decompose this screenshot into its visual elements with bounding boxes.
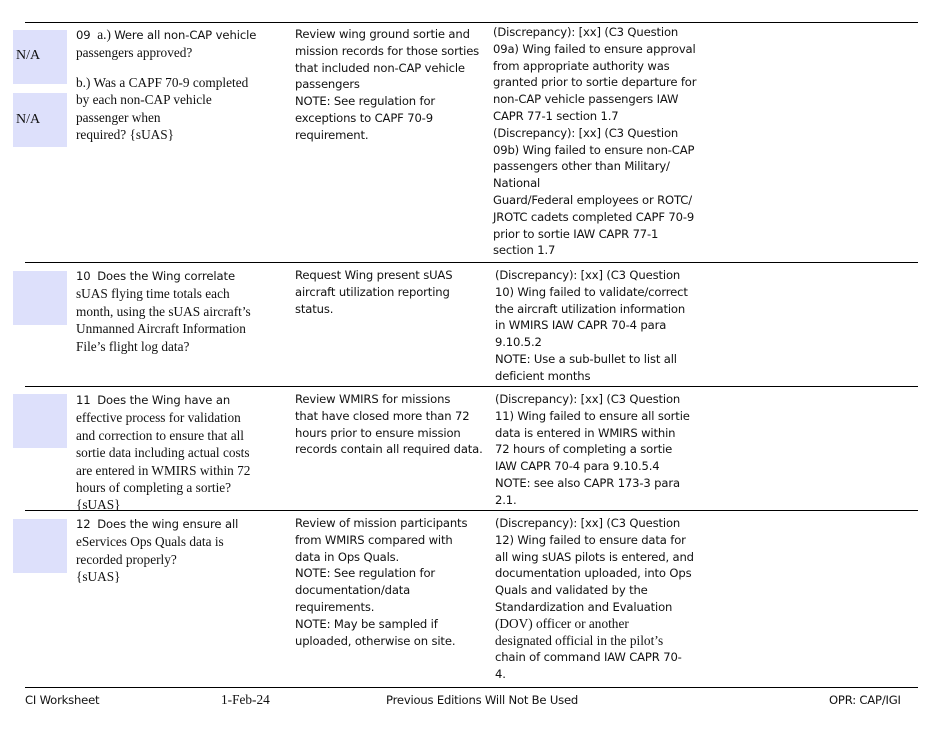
discrepancy-line: 72 hours of completing a sortie — [495, 442, 673, 457]
question-text: eServices Ops Quals data is — [76, 534, 224, 550]
discrepancy-11 — [495, 391, 717, 509]
discrepancy-line: chain of command IAW CAPR 70- — [495, 650, 682, 665]
guidance-line: passengers — [295, 77, 360, 92]
guidance-line: that have closed more than 72 — [295, 408, 470, 423]
row-divider-top — [25, 22, 918, 23]
question-text: by each non-CAP vehicle — [76, 92, 212, 108]
status-box-09b[interactable] — [13, 93, 67, 147]
discrepancy-line: Quals and validated by the — [495, 583, 648, 598]
guidance-line: NOTE: See regulation for — [295, 566, 436, 581]
discrepancy-line: (DOV) officer or another — [495, 615, 629, 631]
guidance-line: data in Ops Quals. — [295, 549, 400, 564]
question-text: {sUAS} — [76, 497, 121, 513]
footer-opr: OPR: CAP/IGI — [829, 693, 901, 707]
question-text: passenger when — [76, 109, 161, 125]
guidance-09 — [295, 26, 491, 144]
question-number: 09 — [76, 28, 91, 42]
discrepancy-line: the aircraft utilization information — [495, 301, 686, 316]
discrepancy-line: 10) Wing failed to validate/correct — [495, 284, 688, 299]
question-text: Does the Wing have an — [97, 393, 231, 407]
discrepancy-line: 11) Wing failed to ensure all sortie — [495, 408, 690, 423]
footer-date: 1-Feb-24 — [221, 692, 270, 707]
question-text: and correction to ensure that all — [76, 427, 244, 443]
guidance-line: documentation/data requirements. — [295, 583, 411, 614]
discrepancy-09 — [493, 24, 715, 259]
question-text: sUAS flying time totals each — [76, 286, 230, 302]
question-text: {sUAS} — [76, 569, 121, 585]
question-text: Does the wing ensure all — [97, 517, 239, 531]
discrepancy-line: 12) Wing failed to ensure data for — [495, 532, 686, 547]
row-divider — [25, 386, 918, 387]
discrepancy-line: passengers other than Military/ — [493, 159, 670, 174]
question-part-label: a.) — [97, 27, 111, 42]
question-text: Unmanned Aircraft Information — [76, 321, 246, 337]
guidance-line: from WMIRS compared with — [295, 532, 453, 547]
discrepancy-line: granted prior to sortie departure for — [493, 75, 697, 90]
guidance-line: mission records for those sorties — [295, 43, 480, 58]
discrepancy-line: CAPR 77-1 section 1.7 — [493, 108, 619, 123]
discrepancy-line: all wing sUAS pilots is entered, and — [495, 549, 694, 564]
status-value: N/A — [16, 48, 41, 63]
discrepancy-line: IAW CAPR 70-4 para 9.10.5.4 — [495, 459, 660, 474]
guidance-line: Review wing ground sortie and — [295, 27, 470, 41]
discrepancy-line: (Discrepancy): [xx] (C3 Question — [495, 516, 681, 530]
question-text: sortie data including actual costs — [76, 445, 250, 461]
question-12 — [76, 515, 281, 586]
guidance-line: Request Wing present sUAS — [295, 268, 453, 282]
question-text: are entered in WMIRS within 72 — [76, 462, 251, 478]
discrepancy-line: NOTE: Use a sub-bullet to list all — [495, 351, 677, 366]
discrepancy-line: from appropriate authority was — [493, 58, 670, 73]
guidance-line: status. — [295, 301, 334, 316]
row-divider — [25, 262, 918, 263]
guidance-10 — [295, 267, 491, 317]
discrepancy-10 — [495, 267, 717, 385]
guidance-line: hours prior to ensure mission — [295, 425, 461, 440]
discrepancy-line: 2.1. — [495, 492, 517, 507]
question-text: Does the Wing correlate — [97, 269, 236, 283]
guidance-line: requirement. — [295, 127, 369, 142]
question-text: month, using the sUAS aircraft’s — [76, 303, 251, 319]
question-number: 11 — [76, 393, 91, 407]
guidance-line: Review WMIRS for missions — [295, 392, 451, 406]
question-text: recorded properly? — [76, 551, 177, 567]
question-11 — [76, 391, 281, 514]
question-09 — [76, 26, 281, 143]
discrepancy-line: Standardization and Evaluation — [495, 599, 673, 614]
discrepancy-line: 9.10.5.2 — [495, 335, 542, 350]
guidance-line: aircraft utilization reporting — [295, 284, 450, 299]
discrepancy-line: (Discrepancy): [xx] (C3 Question — [493, 25, 679, 39]
discrepancy-line: section 1.7 — [493, 243, 556, 258]
question-text: b.) Was a CAPF 70-9 completed — [76, 74, 249, 90]
status-box-12[interactable] — [13, 519, 67, 573]
discrepancy-line: National — [493, 176, 541, 191]
guidance-line: NOTE: See regulation for — [295, 94, 436, 109]
discrepancy-line: deficient months — [495, 368, 591, 383]
footer-editions-notice: Previous Editions Will Not Be Used — [386, 693, 579, 707]
discrepancy-line: prior to sortie IAW CAPR 77-1 — [493, 226, 659, 241]
discrepancy-line: non-CAP vehicle passengers IAW — [493, 92, 679, 107]
discrepancy-line: (Discrepancy): [xx] (C3 Question — [495, 392, 681, 406]
status-box-10[interactable] — [13, 271, 67, 325]
discrepancy-line: (Discrepancy): [xx] (C3 Question — [493, 125, 679, 140]
question-number: 10 — [76, 269, 91, 283]
row-divider-bottom — [25, 687, 918, 688]
question-text: hours of completing a sortie? — [76, 480, 232, 496]
status-box-11[interactable] — [13, 394, 67, 448]
discrepancy-line: 4. — [495, 667, 506, 682]
discrepancy-line: 09b) Wing failed to ensure non-CAP — [493, 142, 695, 157]
guidance-line: Review of mission participants — [295, 516, 468, 530]
discrepancy-line: Guard/Federal employees or ROTC/ — [493, 192, 692, 207]
question-text: File’s flight log data? — [76, 338, 190, 354]
guidance-line: uploaded, otherwise on site. — [295, 633, 456, 648]
question-10 — [76, 267, 281, 355]
guidance-line: that included non-CAP vehicle — [295, 60, 465, 75]
discrepancy-line: data is entered in WMIRS within — [495, 425, 676, 440]
discrepancy-line: JROTC cadets completed CAPF 70-9 — [493, 209, 695, 224]
guidance-line: records contain all required data. — [295, 442, 483, 457]
discrepancy-line: NOTE: see also CAPR 173-3 para — [495, 475, 680, 490]
discrepancy-line: (Discrepancy): [xx] (C3 Question — [495, 268, 681, 282]
discrepancy-line: documentation uploaded, into Ops — [495, 566, 692, 581]
question-text: passengers approved? — [76, 45, 193, 61]
guidance-12 — [295, 515, 491, 649]
guidance-line: NOTE: May be sampled if — [295, 616, 438, 631]
guidance-11 — [295, 391, 491, 458]
discrepancy-line: 09a) Wing failed to ensure approval — [493, 41, 696, 56]
status-value: N/A — [16, 112, 41, 127]
question-text: Were all non-CAP vehicle — [114, 28, 257, 42]
question-text: effective process for validation — [76, 410, 241, 426]
guidance-line: exceptions to CAPF 70-9 — [295, 110, 433, 125]
discrepancy-12 — [495, 515, 717, 683]
question-text: required? {sUAS} — [76, 127, 175, 143]
footer-form-name: CI Worksheet — [25, 693, 100, 707]
question-number: 12 — [76, 517, 91, 531]
status-box-09a[interactable] — [13, 30, 67, 84]
discrepancy-line: in WMIRS IAW CAPR 70-4 para — [495, 318, 667, 333]
discrepancy-line: designated official in the pilot’s — [495, 632, 664, 648]
